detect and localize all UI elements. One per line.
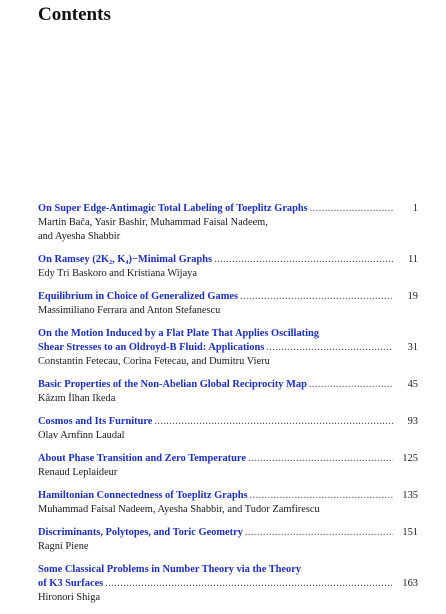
toc-title-line — [38, 202, 418, 216]
toc-title-link[interactable]: Shear Stresses to an Oldroyd-B Fluid: Applications — [38, 342, 265, 353]
toc-title-line — [38, 378, 418, 392]
toc-authors: Olav Arnfinn Laudal — [38, 430, 125, 441]
toc-title-link[interactable]: On Ramsey (2K₂, K₄)−Minimal Graphs — [38, 254, 213, 265]
page-number: 1 — [412, 203, 418, 214]
toc-authors: and Ayesha Shabbir — [38, 231, 121, 242]
toc-entry — [38, 327, 418, 369]
toc-authors: Martin Bača, Yasir Bashir, Muhammad Faisal Nadeem, — [38, 217, 268, 228]
toc-authors: Edy Tri Baskoro and Kristiana Wijaya — [38, 268, 197, 279]
toc-title-link[interactable]: Some Classical Problems in Number Theory via the Theory — [38, 564, 302, 575]
dot-leader — [154, 415, 393, 429]
dot-leader — [245, 526, 393, 540]
toc-entry — [38, 526, 418, 554]
toc-title-link[interactable]: Cosmos and Its Furniture — [38, 416, 153, 427]
toc-entry — [38, 563, 418, 605]
toc-title-line — [38, 563, 418, 577]
dot-leader — [309, 378, 393, 392]
toc-entry — [38, 489, 418, 517]
toc-authors: Muhammad Faisal Nadeem, Ayesha Shabbir, and Tudor Zamfirescu — [38, 504, 320, 515]
page-number: 45 — [407, 379, 418, 390]
dot-leader — [266, 341, 393, 355]
dot-leader — [248, 452, 393, 466]
dot-leader — [240, 290, 393, 304]
toc-authors: Constantin Fetecau, Corina Fetecau, and Dumitru Vieru — [38, 356, 270, 367]
toc-title-line — [38, 253, 418, 267]
toc-entry — [38, 202, 418, 244]
toc-title-line — [38, 577, 418, 591]
dot-leader — [105, 577, 393, 591]
dot-leader — [214, 253, 393, 267]
page-number: 11 — [407, 254, 418, 265]
toc-title-line — [38, 489, 418, 503]
toc-entry — [38, 415, 418, 443]
page-number: 19 — [407, 291, 418, 302]
toc-title-line — [38, 327, 418, 341]
page-number: 135 — [402, 490, 418, 501]
table-of-contents — [38, 202, 418, 614]
toc-title-line — [38, 341, 418, 355]
page-number: 151 — [402, 527, 418, 538]
page-number: 125 — [402, 453, 418, 464]
toc-title-line — [38, 452, 418, 466]
toc-authors: Ragni Piene — [38, 541, 89, 552]
toc-authors: Renaud Leplaideur — [38, 467, 118, 478]
page-number: 163 — [402, 578, 418, 589]
toc-title-link[interactable]: On the Motion Induced by a Flat Plate That Applies Oscillating — [38, 328, 319, 339]
page-number: 31 — [407, 342, 418, 353]
toc-authors: Massimiliano Ferrara and Anton Stefanescu — [38, 305, 221, 316]
toc-title-line — [38, 415, 418, 429]
dot-leader — [250, 489, 393, 503]
toc-entry — [38, 290, 418, 318]
toc-entry — [38, 452, 418, 480]
toc-title-link[interactable]: About Phase Transition and Zero Temperature — [38, 453, 246, 464]
toc-title-link[interactable]: Discriminants, Polytopes, and Toric Geometry — [38, 527, 243, 538]
toc-title-line — [38, 526, 418, 540]
toc-title-link[interactable]: Hamiltonian Connectedness of Toeplitz Graphs — [38, 490, 248, 501]
page-title: Contents — [38, 4, 111, 25]
toc-title-link[interactable]: Equilibrium in Choice of Generalized Games — [38, 291, 239, 302]
toc-title-line — [38, 290, 418, 304]
toc-title-link[interactable]: On Super Edge-Antimagic Total Labeling of Toeplitz Graphs — [38, 203, 308, 214]
dot-leader — [310, 202, 393, 216]
toc-entry — [38, 378, 418, 406]
toc-entry — [38, 253, 418, 281]
page-number: 93 — [407, 416, 418, 427]
toc-title-link[interactable]: Basic Properties of the Non-Abelian Global Reciprocity Map — [38, 379, 307, 390]
toc-title-link[interactable]: of K3 Surfaces — [38, 578, 104, 589]
toc-authors: Kâzım İlhan Ikeda — [38, 393, 116, 404]
toc-authors: Hironori Shiga — [38, 592, 101, 603]
